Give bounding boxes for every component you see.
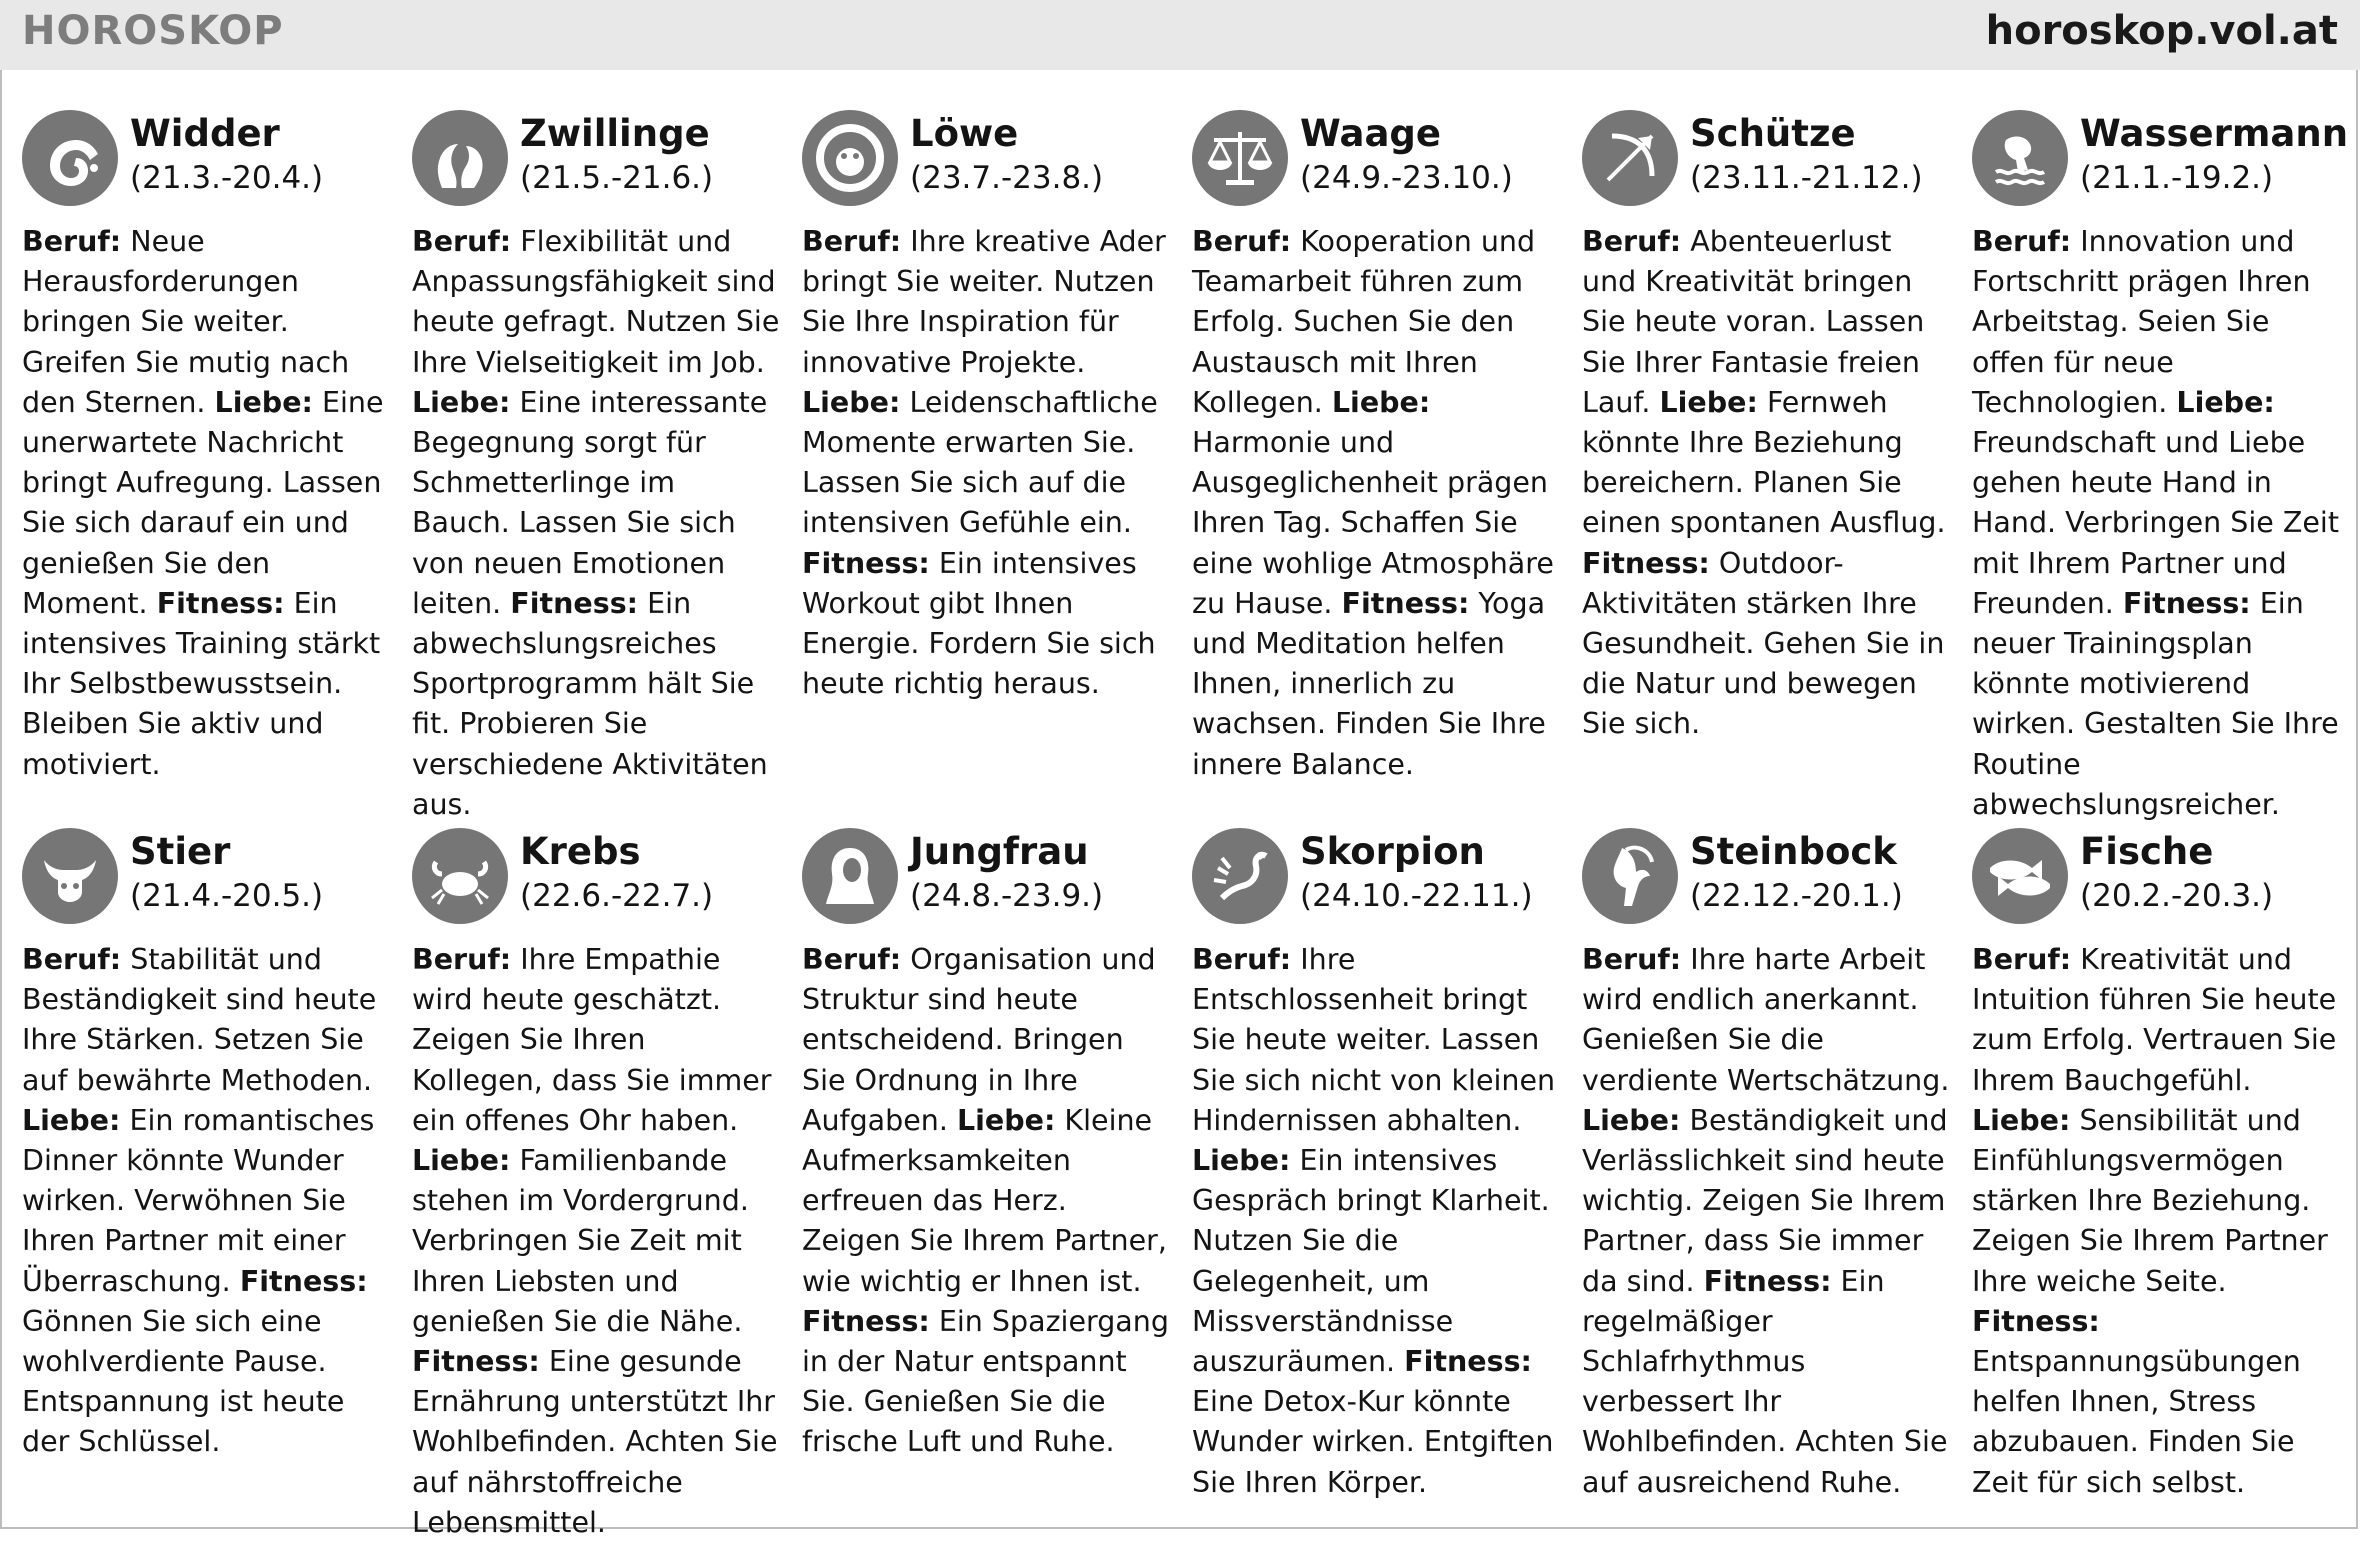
liebe-label: Liebe: <box>1659 385 1758 419</box>
liebe-text: Ein intensives Gespräch bringt Klarheit. Nutzen Sie die Gelegenheit, um Missverständnisse auszuräumen. <box>1192 1144 1550 1379</box>
fitness-label: Fitness: <box>802 1304 930 1338</box>
sign-text <box>1582 222 1950 745</box>
liebe-label: Liebe: <box>802 385 901 419</box>
sign-dates: (24.10.-22.11.) <box>1300 878 1533 914</box>
fitness-text: Gönnen Sie sich eine wohlverdiente Pause. Entspannung ist heute der Schlüssel. <box>22 1304 345 1459</box>
beruf-label: Beruf: <box>1582 225 1682 258</box>
sign-name: Krebs <box>520 830 641 873</box>
fitness-text: Eine gesunde Ernährung unterstützt Ihr Wohlbefinden. Achten Sie auf nährstoffreiche Lebensmittel. <box>412 1345 778 1539</box>
goat-icon <box>1582 828 1678 924</box>
liebe-label: Liebe: <box>1972 1103 2071 1137</box>
fitness-text: Ein intensives Training stärkt Ihr Selbstbewusstsein. Bleiben Sie aktiv und motiviert. <box>22 586 381 781</box>
beruf-text: Stabilität und Beständigkeit sind heute Ihre Stärken. Setzen Sie auf bewährte Methoden. <box>22 943 377 1097</box>
liebe-text: Eine unerwartete Nachricht bringt Aufregung. Lassen Sie sich darauf ein und genießen Sie den Moment. <box>22 385 384 620</box>
beruf-text: Innovation und Fortschritt prägen Ihren Arbeitstag. Seien Sie offen für neue Technologien. <box>1972 225 2311 419</box>
liebe-label: Liebe: <box>22 1103 121 1137</box>
liebe-text: Eine interessante Begegnung sorgt für Schmetterlinge im Bauch. Lassen Sie sich von neuen Emotionen leiten. <box>412 385 768 620</box>
liebe-text: Familienbande stehen im Vordergrund. Verbringen Sie Zeit mit Ihren Liebsten und genießen Sie die Nähe. <box>412 1144 749 1338</box>
scorpion-icon <box>1192 828 1288 924</box>
beruf-text: Kooperation und Teamarbeit führen zum Erfolg. Suchen Sie den Austausch mit Ihren Kollegen. <box>1192 225 1536 419</box>
sign-fische <box>1972 826 2340 1503</box>
beruf-label: Beruf: <box>1582 943 1682 976</box>
sign-text <box>22 222 390 785</box>
liebe-text: Kleine Aufmerksamkeiten erfreuen das Herz. Zeigen Sie Ihrem Partner, wie wichtig er Ihnen ist. <box>802 1103 1167 1298</box>
liebe-text: Beständigkeit und Verlässlichkeit sind heute wichtig. Zeigen Sie Ihrem Partner, dass Sie immer da sind. <box>1582 1103 1948 1298</box>
fitness-label: Fitness: <box>239 1264 368 1298</box>
fitness-label: Fitness: <box>1404 1345 1532 1379</box>
fitness-text: Ein Spaziergang in der Natur entspannt Sie. Genießen Sie die frische Luft und Ruhe. <box>802 1304 1169 1459</box>
beruf-label: Beruf: <box>22 943 122 976</box>
beruf-text: Ihre kreative Ader bringt Sie weiter. Nutzen Sie Ihre Inspiration für innovative Projekte. <box>802 225 1166 379</box>
beruf-label: Beruf: <box>802 225 902 258</box>
liebe-text: Sensibilität und Einfühlungsvermögen stärken Ihre Beziehung. Zeigen Sie Ihrem Partner Ihre weiche Seite. <box>1972 1103 2328 1298</box>
ram-icon <box>22 110 118 206</box>
liebe-text: Fernweh könnte Ihre Beziehung bereichern. Planen Sie einen spontanen Ausflug. <box>1582 385 1946 540</box>
liebe-label: Liebe: <box>2176 385 2275 419</box>
sign-name: Wassermann <box>2080 112 2349 155</box>
sign-text <box>22 940 390 1463</box>
sign-name: Schütze <box>1690 112 1856 155</box>
virgin-icon <box>802 828 898 924</box>
page-title: HOROSKOP <box>22 8 284 54</box>
beruf-text: Flexibilität und Anpassungsfähigkeit sind heute gefragt. Nutzen Sie Ihre Vielseitigkeit im Job. <box>412 225 780 379</box>
header-bar <box>0 0 2360 70</box>
sign-dates: (21.3.-20.4.) <box>130 160 324 196</box>
beruf-text: Neue Herausforderungen bringen Sie weiter. Greifen Sie mutig nach den Sternen. <box>22 225 350 419</box>
fitness-text: Ein regelmäßiger Schlafrhythmus verbessert Ihr Wohlbefinden. Achten Sie auf ausreichend Ruhe. <box>1582 1264 1948 1499</box>
liebe-label: Liebe: <box>1331 385 1431 419</box>
liebe-label: Liebe: <box>1192 1144 1291 1178</box>
sign-name: Stier <box>130 830 231 873</box>
fitness-text: Entspannungsübungen helfen Ihnen, Stress abzubauen. Finden Sie Zeit für sich selbst. <box>1972 1345 2301 1499</box>
sign-skorpion <box>1192 826 1560 1503</box>
fitness-text: Ein intensives Workout gibt Ihnen Energie. Fordern Sie sich heute richtig heraus. <box>802 546 1156 701</box>
sign-text <box>1192 940 1560 1503</box>
liebe-text: Harmonie und Ausgeglichenheit prägen Ihren Tag. Schaffen Sie eine wohlige Atmosphäre zu Hause. <box>1192 426 1554 620</box>
beruf-text: Kreativität und Intuition führen Sie heute zum Erfolg. Vertrauen Sie Ihrem Bauchgefühl. <box>1972 943 2337 1097</box>
lion-icon <box>802 110 898 206</box>
fitness-label: Fitness: <box>802 546 930 580</box>
sign-text <box>802 940 1170 1463</box>
sign-name: Widder <box>130 112 280 155</box>
liebe-text: Freundschaft und Liebe gehen heute Hand in Hand. Verbringen Sie Zeit mit Ihrem Partner und Freunden. <box>1972 426 2339 620</box>
scales-icon <box>1192 110 1288 206</box>
fitness-label: Fitness: <box>1341 586 1470 620</box>
liebe-label: Liebe: <box>956 1103 1056 1137</box>
beruf-text: Abenteuerlust und Kreativität bringen Sie heute voran. Lassen Sie Ihrer Fantasie freien Lauf. <box>1582 225 1925 419</box>
sign-waage <box>1192 108 1560 785</box>
sign-name: Jungfrau <box>910 830 1089 873</box>
sign-dates: (22.12.-20.1.) <box>1690 878 1903 914</box>
bull-icon <box>22 828 118 924</box>
liebe-label: Liebe: <box>412 385 511 419</box>
liebe-label: Liebe: <box>1582 1103 1681 1137</box>
sign-text <box>1972 940 2340 1503</box>
beruf-label: Beruf: <box>1192 943 1292 976</box>
beruf-label: Beruf: <box>802 943 902 976</box>
fitness-label: Fitness: <box>412 1345 540 1379</box>
site-url[interactable]: horoskop.vol.at <box>1985 8 2338 54</box>
beruf-label: Beruf: <box>412 225 512 258</box>
beruf-label: Beruf: <box>1192 225 1292 258</box>
sign-dates: (21.1.-19.2.) <box>2080 160 2274 196</box>
sign-wassermann <box>1972 108 2349 825</box>
fitness-label: Fitness: <box>2122 586 2251 620</box>
sign-stier <box>22 826 390 1463</box>
sign-text <box>412 222 780 825</box>
fitness-label: Fitness: <box>1582 546 1710 580</box>
fitness-text: Ein abwechslungsreiches Sportprogramm hält Sie fit. Probieren Sie verschiedene Aktivitäten aus. <box>412 586 768 821</box>
horoscope-grid <box>22 108 2349 1539</box>
sign-dates: (23.7.-23.8.) <box>910 160 1104 196</box>
crab-icon <box>412 828 508 924</box>
sign-text <box>802 222 1170 704</box>
sign-text <box>1972 222 2340 825</box>
beruf-text: Ihre Entschlossenheit bringt Sie heute weiter. Lassen Sie sich nicht von kleinen Hindernissen abhalten. <box>1192 943 1556 1137</box>
sign-dates: (21.4.-20.5.) <box>130 878 324 914</box>
sign-name: Zwillinge <box>520 112 710 155</box>
sign-text <box>1192 222 1560 785</box>
archer-icon <box>1582 110 1678 206</box>
fitness-text: Outdoor-Aktivitäten stärken Ihre Gesundheit. Gehen Sie in die Natur und bewegen Sie sich. <box>1582 546 1945 741</box>
fish-icon <box>1972 828 2068 924</box>
fitness-label: Fitness: <box>510 586 639 620</box>
sign-name: Skorpion <box>1300 830 1485 873</box>
beruf-label: Beruf: <box>1972 943 2072 976</box>
beruf-label: Beruf: <box>1972 225 2072 258</box>
liebe-text: Leidenschaftliche Momente erwarten Sie. Lassen Sie sich auf die intensiven Gefühle ein. <box>802 385 1158 540</box>
fitness-label: Fitness: <box>156 586 285 620</box>
beruf-text: Ihre Empathie wird heute geschätzt. Zeigen Sie Ihren Kollegen, dass Sie immer ein offenes Ohr haben. <box>412 943 772 1137</box>
sign-text <box>1582 940 1950 1503</box>
sign-name: Löwe <box>910 112 1019 155</box>
sign-dates: (24.8.-23.9.) <box>910 878 1104 914</box>
sign-dates: (21.5.-21.6.) <box>520 160 714 196</box>
sign-dates: (20.2.-20.3.) <box>2080 878 2274 914</box>
fitness-text: Ein neuer Trainingsplan könnte motivierend wirken. Gestalten Sie Ihre Routine abwechslungsreicher. <box>1972 586 2339 821</box>
liebe-text: Ein romantisches Dinner könnte Wunder wirken. Verwöhnen Sie Ihren Partner mit einer Überraschung. <box>22 1103 375 1298</box>
fitness-text: Yoga und Meditation helfen Ihnen, innerlich zu wachsen. Finden Sie Ihre innere Balance. <box>1192 586 1546 781</box>
fitness-label: Fitness: <box>1972 1304 2100 1338</box>
beruf-label: Beruf: <box>412 943 512 976</box>
beruf-label: Beruf: <box>22 225 122 258</box>
beruf-text: Organisation und Struktur sind heute entscheidend. Bringen Sie Ordnung in Ihre Aufgaben. <box>802 943 1156 1137</box>
liebe-label: Liebe: <box>412 1144 511 1178</box>
twins-icon <box>412 110 508 206</box>
fitness-text: Eine Detox-Kur könnte Wunder wirken. Entgiften Sie Ihren Körper. <box>1192 1385 1554 1499</box>
sign-dates: (23.11.-21.12.) <box>1690 160 1923 196</box>
sign-steinbock <box>1582 826 1950 1503</box>
sign-name: Fische <box>2080 830 2214 873</box>
sign-schuetze <box>1582 108 1950 745</box>
sign-krebs <box>412 826 780 1543</box>
sign-jungfrau <box>802 826 1170 1463</box>
sign-widder <box>22 108 390 785</box>
sign-dates: (22.6.-22.7.) <box>520 878 714 914</box>
beruf-text: Ihre harte Arbeit wird endlich anerkannt. Genießen Sie die verdiente Wertschätzung. <box>1582 943 1950 1097</box>
sign-dates: (24.9.-23.10.) <box>1300 160 1513 196</box>
sign-name: Steinbock <box>1690 830 1897 873</box>
fitness-label: Fitness: <box>1703 1264 1832 1298</box>
sign-loewe <box>802 108 1170 704</box>
liebe-label: Liebe: <box>214 385 313 419</box>
water-bearer-icon <box>1972 110 2068 206</box>
sign-text <box>412 940 780 1543</box>
sign-zwillinge <box>412 108 780 825</box>
sign-name: Waage <box>1300 112 1442 155</box>
